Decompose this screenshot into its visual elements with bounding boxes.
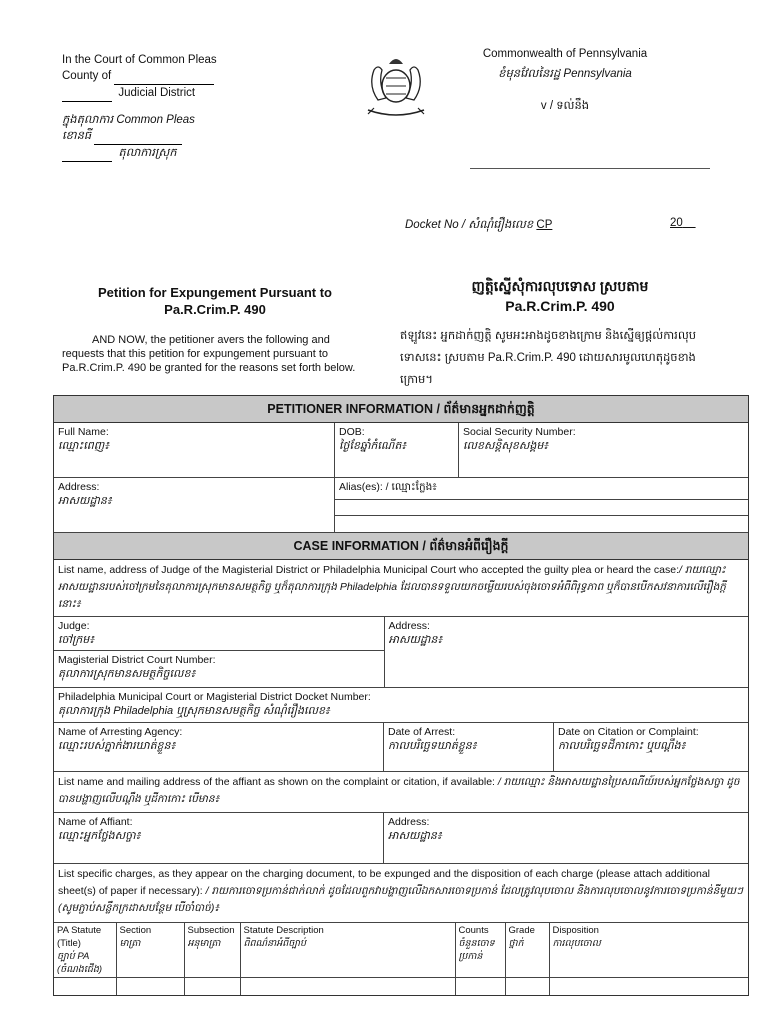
header-section: Section មាត្រា — [116, 923, 184, 978]
header-statute-description: Statute Description ពិពណ៌នាអំពីច្បាប់ — [240, 923, 455, 978]
arrest-row — [54, 723, 748, 772]
address-field[interactable]: Address: អាសយដ្ឋាន៖ — [54, 478, 335, 532]
charges-list-row: List specific charges, as they appear on the charging document, to be expunged and the disposition of each charge (please attach additional sheet(s) of paper if necessary): / រាយការចោទប្រកាន់ជាក់លាក់ ដូចដែលពួកវាបង្ហាញលើឯកសារចោទប្រកាន់ ដែលត្រូវលុបចោល និងការលុបចោលនូវការចោទប្រកាន់នីមួយៗ (សូមភ្ជាប់សន្លឹកក្រដាសបន្ថែម បើចាំបាច់)៖ — [54, 864, 748, 923]
judge-row — [54, 617, 748, 688]
petitioner-section-title: PETITIONER INFORMATION / ព័ត៌មានអ្នកដាក់ញត្តិ — [54, 396, 748, 423]
county-line: County of — [62, 68, 217, 85]
alias-line-2[interactable] — [335, 500, 748, 516]
full-name-field[interactable]: Full Name: ឈ្មោះពេញ៖ — [54, 423, 335, 477]
affiant-name-field[interactable]: Name of Affiant: ឈ្មោះអ្នកថ្លែងសច្ចា៖ — [54, 813, 384, 863]
ssn-field[interactable]: Social Security Number: លេខសន្តិសុខសង្គម៖ — [463, 426, 576, 452]
district-kh-line: តុលាការស្រុក — [62, 145, 217, 162]
docket-number-row — [54, 688, 748, 723]
pennsylvania-seal-icon — [356, 50, 436, 120]
affiant-address-field[interactable]: Address: អាសយដ្ឋាន៖ — [388, 816, 442, 842]
county-kh-line: ខោនធី — [62, 128, 217, 145]
affiant-row — [54, 813, 748, 864]
table-row[interactable] — [54, 978, 748, 996]
judicial-district-line: Judicial District — [62, 85, 217, 102]
judge-list-row: List name, address of Judge of the Magisterial District or Philadelphia Municipal Court who accepted the guilty plea or heard the case:/ រាយឈ្មោះ អាសយដ្ឋានរបស់ចៅក្រមនៃតុលាការស្រុកមានសមត្ថកិច្ច ឬក៏តុលាការក្រុង Philadelphia ដែលបានទទួលយកចម្លើយរបស់ចុងចោទអំពីពិរុទ្ធភាព ឬក៏បានបើកសវនាការលើរឿងក្តីនោះ៖ — [54, 560, 748, 617]
title-kh: ញត្តិស្នើសុំការលុបទោស ស្របតាម Pa.R.Crim.P. 490 — [471, 278, 649, 314]
header-counts: Counts ចំនួនចោទប្រកាន់ — [455, 923, 505, 978]
charges-table — [54, 923, 748, 995]
petitioner-row-2 — [54, 478, 748, 533]
alias-block — [335, 478, 748, 532]
affiant-list-row: List name and mailing address of the affiant as shown on the complaint or citation, if available: / រាយឈ្មោះ និងអាសយដ្ឋានប្រៃសណីយ៍របស់អ្នកថ្លែងសច្ចា ដូចបានបង្ហាញលើបណ្តឹង ឬដីកាកោះ បើមាន៖ — [54, 772, 748, 813]
petition-form — [53, 395, 749, 996]
charges-table-header — [54, 923, 748, 978]
header-disposition: Disposition ការលុបចោល — [549, 923, 748, 978]
header-grade: Grade ថ្នាក់ — [505, 923, 549, 978]
court-kh: ក្នុងតុលាការ Common Pleas — [62, 114, 195, 126]
court-number-field[interactable]: Magisterial District Court Number: តុលាការស្រុកមានសមត្ថកិច្ចលេខ៖ — [58, 654, 216, 680]
dob-field[interactable]: DOB: ថ្ងៃខែឆ្នាំកំណើត៖ — [335, 423, 459, 477]
docket-year[interactable]: 20 — [670, 217, 683, 229]
citation-date-field[interactable]: Date on Citation or Complaint: កាលបរិច្ឆេទដីកាកោះ ឬបណ្តឹង៖ — [558, 726, 699, 752]
county-blank[interactable] — [114, 68, 214, 85]
court-en: In the Court of Common Pleas — [62, 54, 217, 66]
docket-number-field[interactable]: Philadelphia Municipal Court or Magisterial District Docket Number: តុលាការក្រុង Philadelphia ឬស្រុកមានសមត្ថកិច្ច សំណុំរឿងលេខ៖ — [58, 691, 371, 717]
defendant-name-line[interactable] — [470, 168, 710, 169]
judge-field[interactable]: Judge: ចៅក្រម៖ — [54, 617, 384, 651]
intro-kh: ឥឡូវនេះ អ្នកដាក់ញត្តិ សូមអះអាងដូចខាងក្រោម និងស្នើឲ្យផ្តល់ការលុបទោសនេះ ស្របតាម Pa.R.Crim.P. 490 ដោយសារមូលហេតុដូចខាងក្រោម។ — [400, 330, 697, 386]
commonwealth-header: Commonwealth of Pennsylvania ខំមុនវែលនៃរដ្ឋ Pennsylvania v / ទល់នឹង — [450, 44, 680, 116]
charges-table-row — [54, 923, 748, 995]
case-section-title: CASE INFORMATION / ព័ត៌មានអំពីរឿងក្តី — [54, 533, 748, 560]
arresting-agency-field[interactable]: Name of Arresting Agency: ឈ្មោះរបស់ភ្នាក់ងារឃាត់ខ្លួន៖ — [54, 723, 384, 771]
district-blank[interactable] — [62, 85, 112, 102]
header-pa-statute: PA Statute (Title) ច្បាប់ PA (ចំណងជើង) — [54, 923, 116, 978]
alias-field[interactable]: Alias(es): / ឈ្មោះក្លែង៖ — [335, 478, 748, 500]
judge-address-field[interactable]: Address: អាសយដ្ឋាន៖ — [388, 620, 443, 646]
docket-number: Docket No / សំណុំរឿងលេខ CP — [405, 219, 553, 231]
arrest-date-field[interactable]: Date of Arrest: កាលបរិច្ឆេទឃាត់ខ្លួន៖ — [384, 723, 554, 771]
versus: v / ទល់នឹង — [540, 100, 590, 112]
alias-line-3[interactable] — [335, 516, 748, 532]
court-header-left — [62, 52, 217, 162]
intro-en: AND NOW, the petitioner avers the following and requests that this petition for expungement pursuant to Pa.R.Crim.P. 490 be granted for the reasons set forth below. — [62, 334, 356, 374]
header-subsection: Subsection អនុមាត្រា — [184, 923, 240, 978]
title-en: Petition for Expungement Pursuant to Pa.R.Crim.P. 490 — [97, 285, 332, 317]
petitioner-row-1 — [54, 423, 748, 478]
